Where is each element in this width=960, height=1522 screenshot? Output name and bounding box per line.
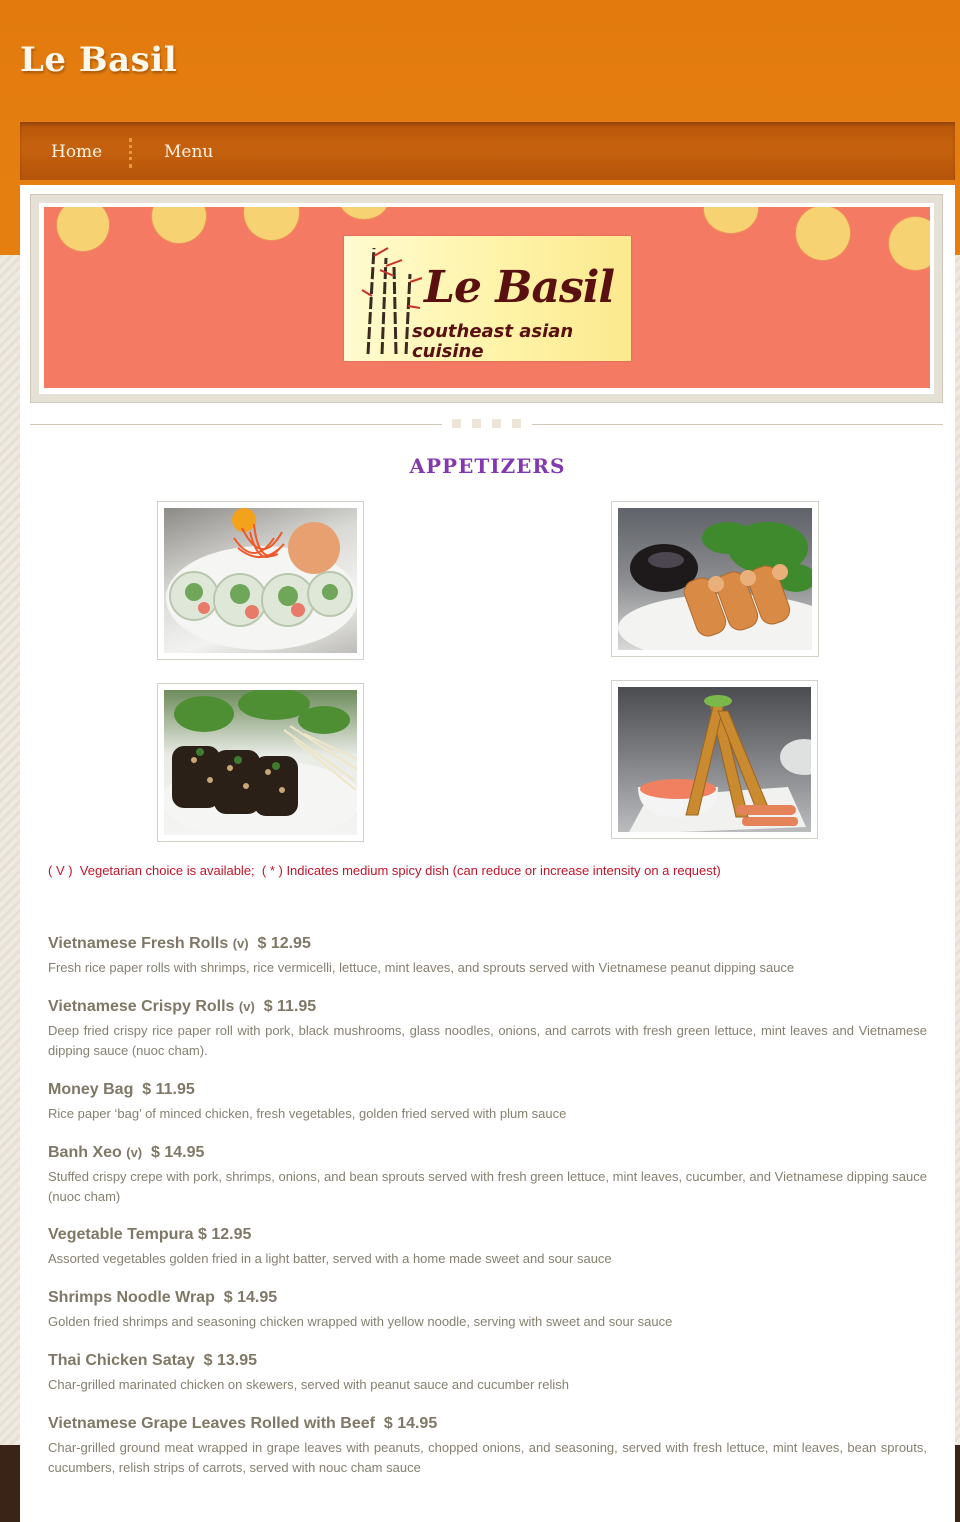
vegetarian-tag: (v) [238,999,255,1014]
menu-item [48,997,927,1061]
menu-item-title [48,997,927,1017]
divider-line [532,424,943,425]
menu-item-description: Golden fried shrimps and seasoning chicken wrapped with yellow noodle, serving with sweet and sour sauce [48,1314,673,1329]
menu-item-description: Stuffed crispy crepe with pork, shrimps, onions, and bean sprouts served with fresh green lettuce, mint leaves, cucumber, and Vietnamese dipping sauce (nuoc cham) [48,1169,927,1204]
menu-item-description: Char-grilled marinated chicken on skewers, served with peanut sauce and cucumber relish [48,1377,569,1392]
menu-item-price: $ 14.95 [151,1144,205,1161]
logo-title: Le Basil [424,262,615,313]
menu-item-title [48,1143,927,1163]
grape-leaves-image [164,690,357,835]
menu-item-name: Vietnamese Crispy Rolls [48,998,235,1015]
menu-item-title [48,1351,927,1371]
divider-line [30,424,442,425]
nav-menu-link[interactable]: Menu [164,142,214,162]
menu-item-name: Thai Chicken Satay [48,1352,195,1369]
menu-item-title [48,934,927,954]
menu-item [48,1080,927,1124]
menu-item [48,1288,927,1332]
menu-item-name: Vegetable Tempura [48,1226,194,1243]
section-title: APPETIZERS [409,454,566,478]
menu-item-name: Banh Xeo [48,1144,122,1161]
divider-dot [452,419,461,428]
menu-item-title [48,1225,927,1245]
main-content [20,185,955,1522]
decor-dot [339,207,389,219]
banner [30,194,943,403]
menu-item-title [48,1414,927,1434]
decor-dot [704,207,758,233]
menu-item-price: $ 13.95 [203,1352,257,1369]
site-title[interactable]: Le Basil [20,40,178,80]
divider-dot [512,419,521,428]
menu-item [48,1414,927,1478]
menu-item [48,1351,927,1395]
menu-item-name: Shrimps Noodle Wrap [48,1289,215,1306]
decor-dot [152,207,206,243]
menu-item-description: Char-grilled ground meat wrapped in grape leaves with peanuts, chopped onions, and seasoning, served with fresh lettuce, mint leaves, bean sprouts, cucumbers, relish strips of carrots, served with nouc cham sauce [48,1440,927,1475]
banner-image [44,207,930,388]
decor-dot [889,217,930,270]
menu-item-name: Vietnamese Grape Leaves Rolled with Beef [48,1415,375,1432]
menu-item-description: Deep fried crispy rice paper roll with pork, black mushrooms, glass noodles, onions, and carrots with fresh green lettuce, mint leaves and Vietnamese dipping sauce (nuoc cham). [48,1023,927,1058]
menu-item [48,1143,927,1207]
divider-dot [492,419,501,428]
menu-item-price: $ 11.95 [142,1081,195,1098]
decor-dot [57,207,109,251]
decor-dot [244,207,299,240]
legend-note: ( V ) Vegetarian choice is available; ( * ) Indicates medium spicy dish (can reduce or increase intensity on a request) [48,863,721,878]
menu-item-description: Rice paper ‘bag’ of minced chicken, fresh vegetables, golden fried served with plum sauce [48,1106,567,1121]
menu-item [48,1225,927,1269]
menu-item-description: Assorted vegetables golden fried in a light batter, served with a home made sweet and sour sauce [48,1251,612,1266]
menu-item-price: $ 14.95 [223,1289,278,1306]
menu-item [48,934,927,978]
grape-leaves-photo[interactable] [157,683,364,842]
menu-item-name: Vietnamese Fresh Rolls [48,935,229,952]
main-nav [20,122,955,180]
menu-item-title [48,1080,927,1100]
restaurant-logo [344,236,631,361]
menu-item-price: $ 12.95 [257,935,311,952]
divider-dot [472,419,481,428]
nav-home-link[interactable]: Home [51,142,103,162]
crispy-rolls-photo[interactable] [611,501,819,657]
menu-item-title [48,1288,927,1308]
tempura-photo[interactable] [611,680,818,839]
crispy-rolls-image [618,508,812,650]
fresh-rolls-image [164,508,357,653]
fresh-rolls-photo[interactable] [157,501,364,660]
tempura-image [618,687,811,832]
menu-item-description: Fresh rice paper rolls with shrimps, rice vermicelli, lettuce, mint leaves, and sprouts served with Vietnamese peanut dipping sauce [48,960,795,975]
menu-item-price: $ 14.95 [383,1415,438,1432]
menu-item-name: Money Bag [48,1081,134,1098]
menu-item-price: $ 11.95 [263,998,317,1015]
nav-separator [129,138,132,168]
vegetarian-tag: (v) [126,1145,143,1160]
vegetarian-tag: (v) [232,936,249,951]
decor-dot [796,207,850,260]
menu-item-price: $ 12.95 [197,1226,252,1243]
logo-subtitle: southeast asian cuisine [412,321,574,362]
